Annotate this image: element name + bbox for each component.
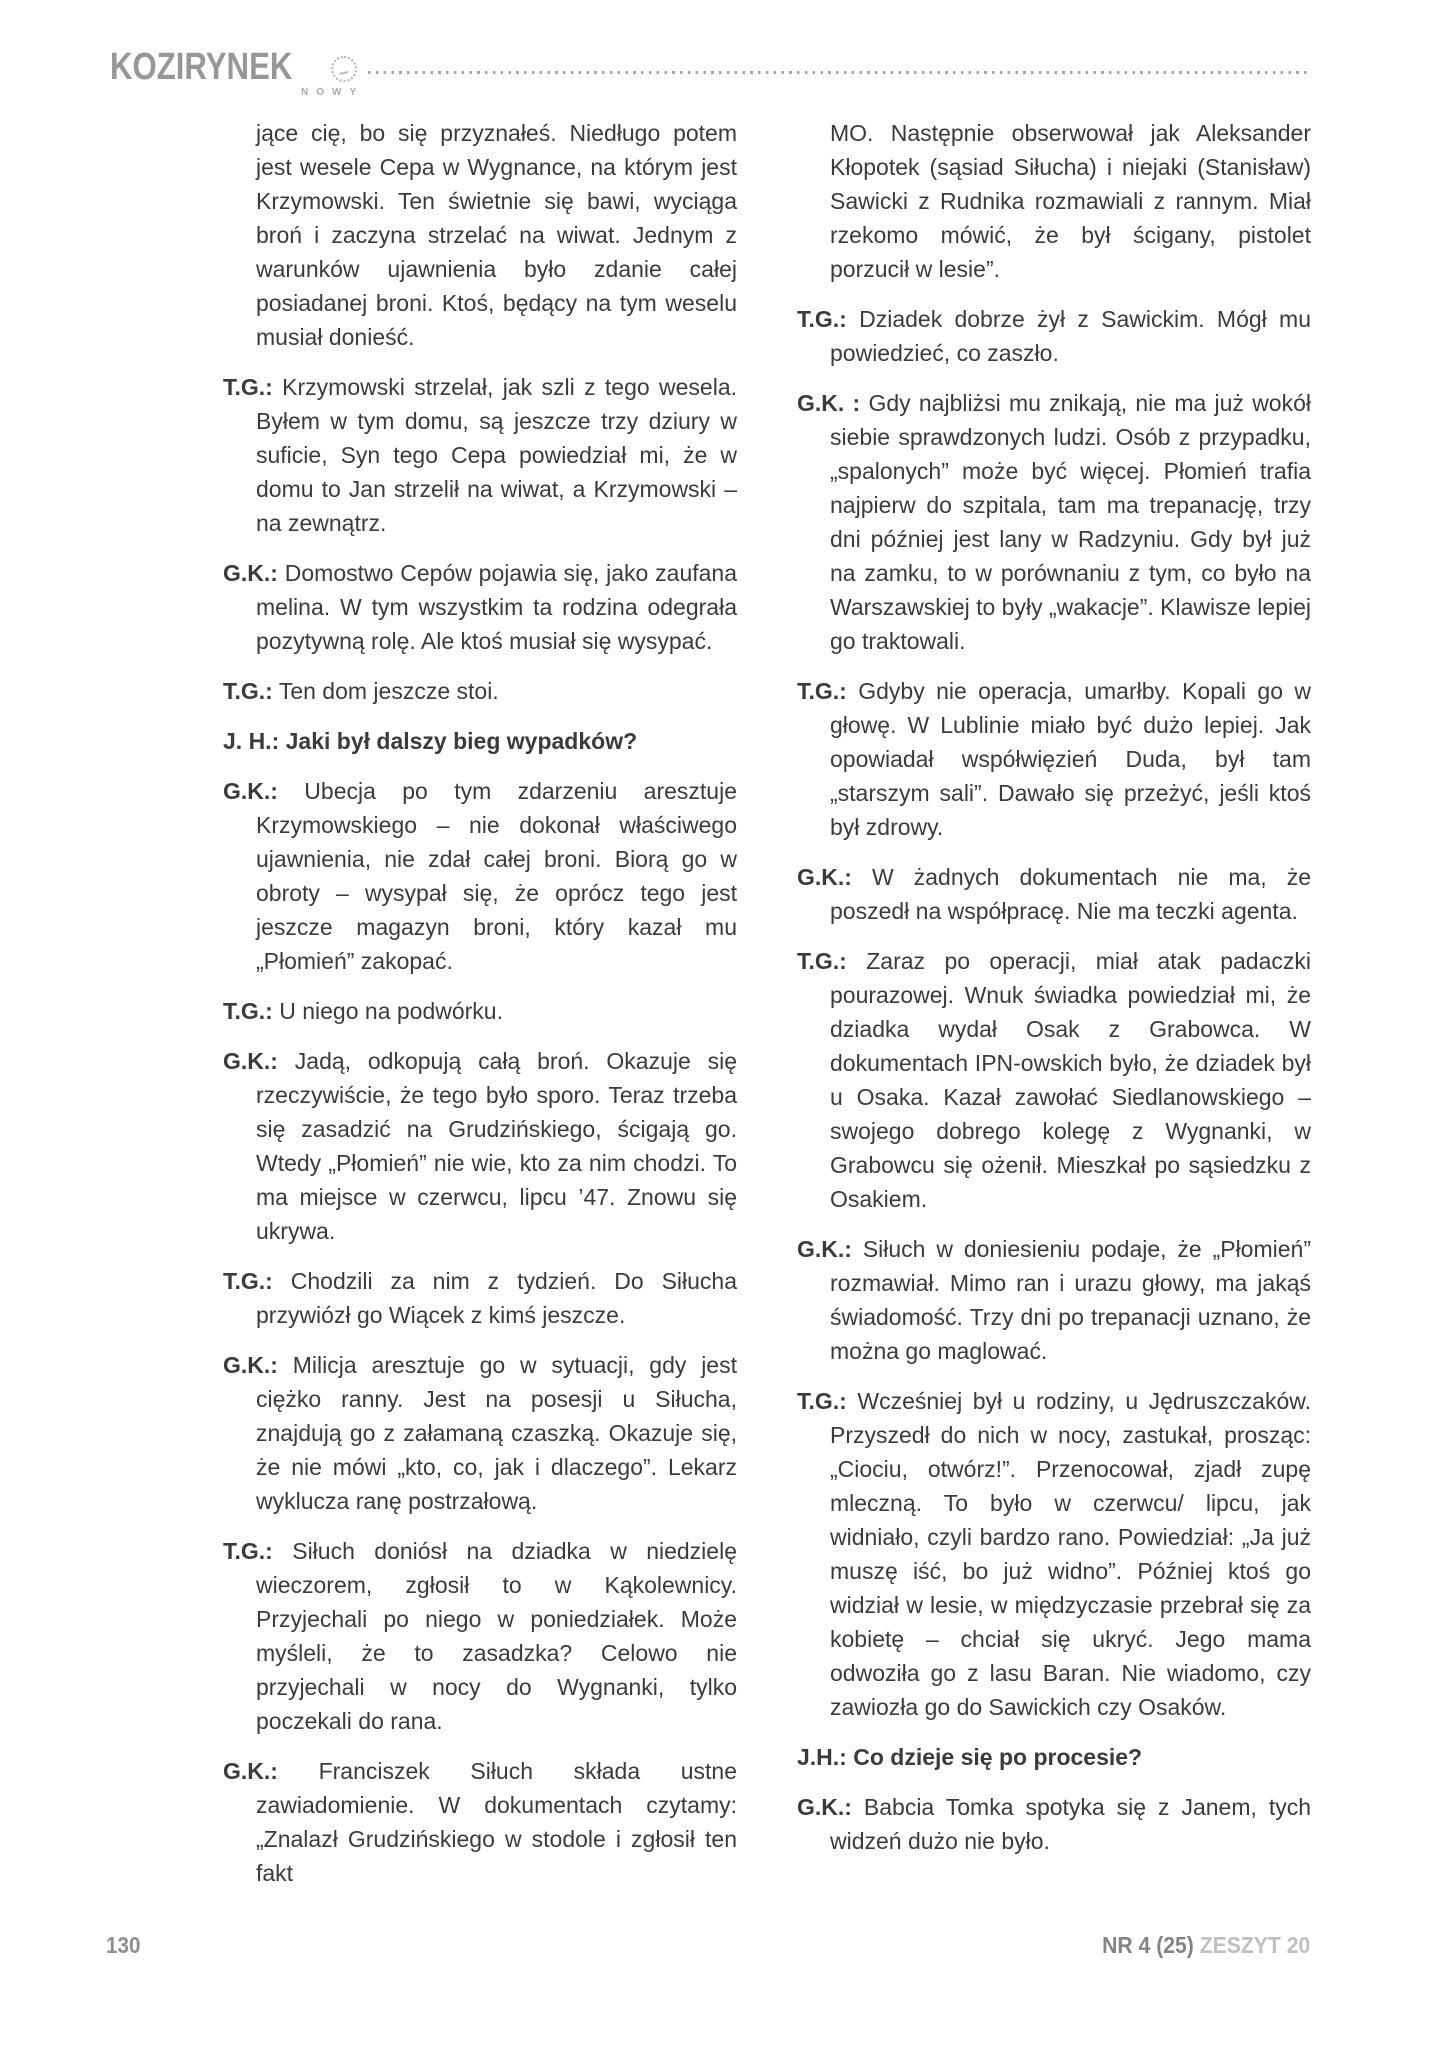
speaker-label: G.K.:	[223, 1048, 278, 1074]
paragraph-text: Ten dom jeszcze stoi.	[272, 678, 499, 704]
speaker-label: T.G.:	[223, 1268, 273, 1294]
paragraph-text: jące cię, bo się przyznałeś. Niedługo potem jest wesele Cepa w Wygnance, na którym jest Krzymowski. Ten świetnie się bawi, wyciąga broń i zaczyna strzelać na wiwat. Jednym z warunków ujawnienia było zdanie całej posiadanej broni. Ktoś, będący na tym weselu musiał donieść.	[256, 120, 737, 350]
paragraph-text: Gdyby nie operacja, umarłby. Kopali go w głowę. W Lublinie miało być dużo lepiej. Jak opowiadał współwięzień Duda, był tam „starszym sali”. Dawało się przeżyć, jeśli ktoś był zdrowy.	[830, 678, 1311, 840]
paragraph	[223, 774, 737, 978]
speaker-label: G.K.:	[223, 1758, 278, 1784]
paragraph-text: Milicja aresztuje go w sytuacji, gdy jest ciężko ranny. Jest na posesji u Siłucha, znajdują go z załamaną czaszką. Okazuje się, że nie mówi „kto, co, jak i dlaczego”. Lekarz wyklucza ranę postrzałową.	[256, 1352, 737, 1514]
speaker-label: J.H.:	[797, 1744, 847, 1770]
paragraph	[797, 674, 1311, 844]
paragraph	[797, 302, 1311, 370]
paragraph	[223, 370, 737, 540]
issue-number: NR 4 (25)	[1101, 1932, 1194, 1958]
issue-label	[1102, 1932, 1310, 1959]
paragraph-text: Zaraz po operacji, miał atak padaczki pourazowej. Wnuk świadka powiedział mi, że dziadka wydał Osak z Grabowca. W dokumentach IPN-owskich było, że dziadek był u Osaka. Kazał zawołać Siedlanowskiego – swojego dobrego kolegę z Wygnanki, w Grabowcu się ożenił. Mieszkał po sąsiedzku z Osakiem.	[830, 948, 1311, 1212]
paragraph	[797, 1232, 1311, 1368]
magazine-logo: KOZIRYNEK	[110, 46, 293, 88]
paragraph	[797, 1790, 1311, 1858]
speaker-label: T.G.:	[223, 1538, 273, 1564]
paragraph-text: Dziadek dobrze żył z Sawickim. Mógł mu powiedzieć, co zaszło.	[830, 306, 1311, 366]
paragraph	[223, 1754, 737, 1890]
paragraph-text: Babcia Tomka spotyka się z Janem, tych widzeń dużo nie było.	[830, 1794, 1311, 1854]
paragraph-text: MO. Następnie obserwował jak Aleksander Kłopotek (sąsiad Siłucha) i niejaki (Stanisław) Sawicki z Rudnika rozmawiali z rannym. Miał rzekomo mówić, że był ścigany, pistolet porzucił w lesie”.	[830, 120, 1311, 282]
speaker-label: T.G.:	[223, 998, 273, 1024]
paragraph-text: W żadnych dokumentach nie ma, że poszedł na współpracę. Nie ma teczki agenta.	[830, 864, 1311, 924]
header-dotted-rule	[368, 71, 1310, 74]
page-number: 130	[106, 1932, 141, 1958]
paragraph-text: U niego na podwórku.	[272, 998, 503, 1024]
speaker-label: G.K.:	[223, 778, 278, 804]
interviewer-question	[797, 1740, 1311, 1774]
paragraph	[797, 1384, 1311, 1724]
paragraph-text: Co dzieje się po procesie?	[846, 1744, 1143, 1770]
paragraph	[797, 116, 1311, 286]
magazine-logo-subtitle: NOWY	[301, 87, 365, 98]
paragraph	[223, 556, 737, 658]
paragraph-text: Ubecja po tym zdarzeniu aresztuje Krzymowskiego – nie dokonał właściwego ujawnienia, nie zdał całej broni. Biorą go w obroty – wysypał się, że oprócz tego jest jeszcze magazyn broni, który kazał mu „Płomień” zakopać.	[256, 778, 737, 974]
logo-stamp-icon	[331, 56, 357, 82]
paragraph	[223, 1348, 737, 1518]
text-column-right	[797, 116, 1311, 1874]
paragraph-text: Siłuch doniósł na dziadka w niedzielę wieczorem, zgłosił to w Kąkolewnicy. Przyjechali po niego w poniedziałek. Może myśleli, że to zasadzka? Celowo nie przyjechali w nocy do Wygnanki, tylko poczekali do rana.	[256, 1538, 737, 1734]
speaker-label: T.G.:	[223, 374, 273, 400]
speaker-label: J. H.:	[223, 728, 280, 754]
speaker-label: G.K.:	[797, 1236, 852, 1262]
paragraph	[223, 1044, 737, 1248]
paragraph-text: Chodzili za nim z tydzień. Do Siłucha przywiózł go Wiącek z kimś jeszcze.	[256, 1268, 737, 1328]
paragraph-text: Jaki był dalszy bieg wypadków?	[279, 728, 638, 754]
paragraph	[223, 674, 737, 708]
paragraph	[223, 1534, 737, 1738]
speaker-label: G.K.:	[797, 1794, 852, 1820]
speaker-label: T.G.:	[223, 678, 273, 704]
issue-name: ZESZYT 20	[1199, 1932, 1310, 1958]
speaker-label: G.K.:	[223, 1352, 278, 1378]
speaker-label: T.G.:	[797, 306, 847, 332]
paragraph-text: Siłuch w doniesieniu podaje, że „Płomień” rozmawiał. Mimo ran i urazu głowy, ma jakąś świadomość. Trzy dni po trepanacji uznano, że można go maglować.	[830, 1236, 1311, 1364]
paragraph	[797, 944, 1311, 1216]
paragraph-text: Jadą, odkopują całą broń. Okazuje się rzeczywiście, że tego było sporo. Teraz trzeba się zasadzić na Grudzińskiego, ścigają go. Wtedy „Płomień” nie wie, kto za nim chodzi. To ma miejsce w czerwcu, lipcu ’47. Znowu się ukrywa.	[256, 1048, 737, 1244]
paragraph-text: Gdy najbliżsi mu znikają, nie ma już wokół siebie sprawdzonych ludzi. Osób z przypadku, „spalonych” może być więcej. Płomień trafia najpierw do szpitala, tam ma trepanację, trzy dni później jest lany w Radzyniu. Gdy był już na zamku, to w porównaniu z tym, co było na Warszawskiej to były „wakacje”. Klawisze lepiej go traktowali.	[830, 390, 1312, 654]
speaker-label: G.K. :	[797, 390, 861, 416]
paragraph	[797, 386, 1311, 658]
paragraph	[223, 994, 737, 1028]
paragraph	[797, 860, 1311, 928]
paragraph	[223, 116, 737, 354]
speaker-label: T.G.:	[797, 1388, 847, 1414]
paragraph	[223, 1264, 737, 1332]
speaker-label: G.K.:	[797, 864, 852, 890]
interviewer-question	[223, 724, 737, 758]
speaker-label: G.K.:	[223, 560, 278, 586]
paragraph-text: Domostwo Cepów pojawia się, jako zaufana melina. W tym wszystkim ta rodzina odegrała pozytywną rolę. Ale ktoś musiał się wysypać.	[256, 560, 737, 654]
paragraph-text: Wcześniej był u rodziny, u Jędruszczaków. Przyszedł do nich w nocy, zastukał, prosząc: „Ciociu, otwórz!”. Przenocował, zjadł zupę mleczną. To było w czerwcu/ lipcu, jak widniało, czyli bardzo rano. Powiedział: „Ja już muszę iść, bo już widno”. Później ktoś go widział w lesie, w międzyczasie przebrał się za kobietę – chciał się ukryć. Jego mama odwoziła go z lasu Baran. Nie wiadomo, czy zawiozła go do Sawickich czy Osaków.	[830, 1388, 1311, 1720]
paragraph-text: Krzymowski strzelał, jak szli z tego wesela. Byłem w tym domu, są jeszcze trzy dziury w suficie, Syn tego Cepa powiedział mi, że w domu to Jan strzelił na wiwat, a Krzymowski – na zewnątrz.	[256, 374, 737, 536]
speaker-label: T.G.:	[797, 948, 847, 974]
speaker-label: T.G.:	[797, 678, 847, 704]
text-column-left	[223, 116, 737, 1906]
paragraph-text: Franciszek Siłuch składa ustne zawiadomienie. W dokumentach czytamy: „Znalazł Grudzińskiego w stodole i zgłosił ten fakt	[256, 1758, 737, 1886]
